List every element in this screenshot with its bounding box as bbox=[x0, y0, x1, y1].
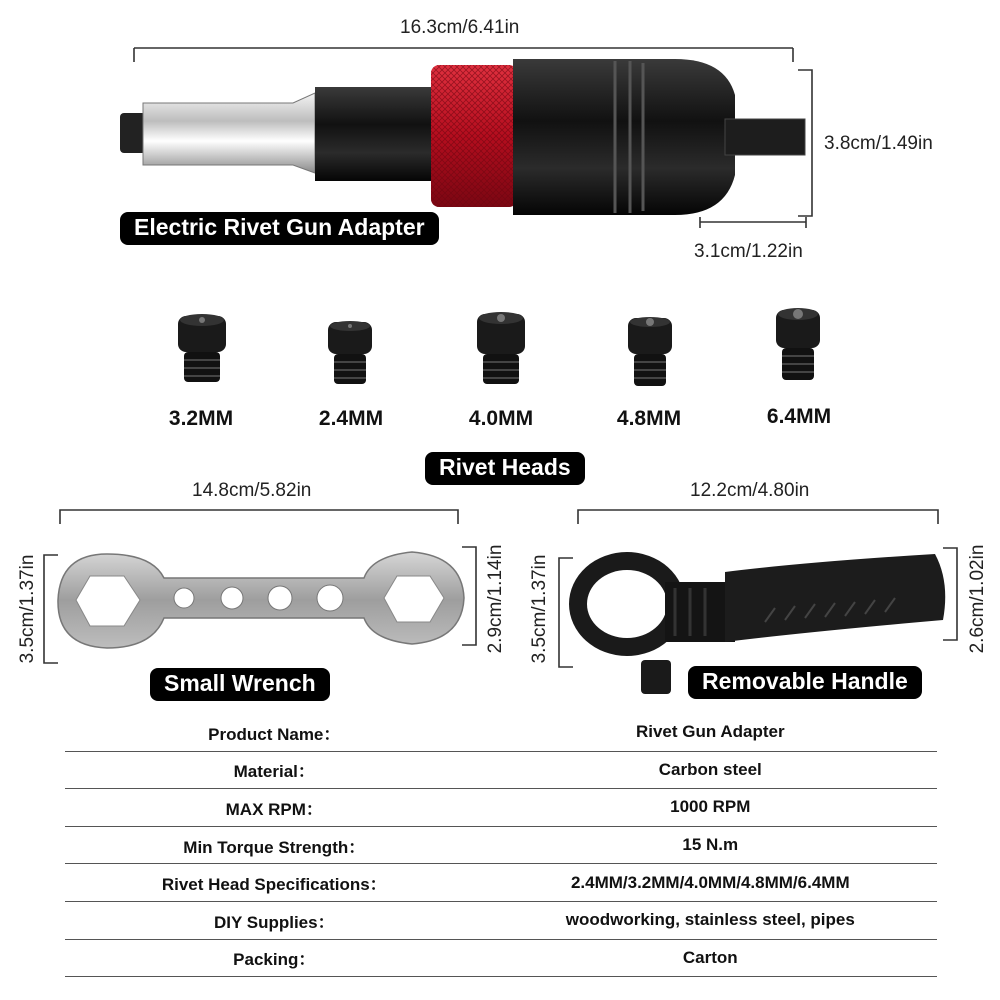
rivet-head-3.2mm-image bbox=[174, 310, 230, 390]
table-row bbox=[65, 939, 937, 977]
table-row bbox=[65, 864, 937, 902]
adapter-tip-width-text: 3.1cm/1.22in bbox=[694, 241, 803, 262]
table-row bbox=[65, 901, 937, 939]
spec-key: Material： bbox=[65, 751, 484, 789]
specifications-table bbox=[65, 714, 937, 977]
rivet-head-4.8mm-image bbox=[624, 312, 676, 392]
adapter-length-text: 16.3cm/6.41in bbox=[400, 17, 520, 38]
rivet-head-size-label: 4.8MM bbox=[616, 407, 682, 430]
rivet-heads-title: Rivet Heads bbox=[425, 452, 585, 485]
spec-key: MAX RPM： bbox=[65, 789, 484, 827]
spec-value: Carton bbox=[484, 939, 937, 977]
spec-key: Product Name： bbox=[65, 714, 484, 751]
rivet-head-2.4mm-image bbox=[324, 318, 376, 388]
handle-height-right-text: 2.6cm/1.02in bbox=[967, 544, 988, 654]
spec-key: Rivet Head Specifications： bbox=[65, 864, 484, 902]
rivet-head-size-label: 6.4MM bbox=[766, 405, 832, 428]
adapter-height-text: 3.8cm/1.49in bbox=[824, 133, 933, 154]
handle-height-left-text: 3.5cm/1.37in bbox=[529, 554, 550, 664]
spec-value: woodworking, stainless steel, pipes bbox=[484, 901, 937, 939]
spec-value: 2.4MM/3.2MM/4.0MM/4.8MM/6.4MM bbox=[484, 864, 937, 902]
rivet-head-size-label: 3.2MM bbox=[168, 407, 234, 430]
table-row bbox=[65, 714, 937, 751]
spec-key: Min Torque Strength： bbox=[65, 826, 484, 864]
rivet-gun-adapter-image bbox=[115, 55, 815, 225]
wrench-length-text: 14.8cm/5.82in bbox=[192, 480, 312, 501]
adapter-label: Electric Rivet Gun Adapter bbox=[120, 212, 439, 245]
spec-value: 15 N.m bbox=[484, 826, 937, 864]
spec-value: 1000 RPM bbox=[484, 789, 937, 827]
rivet-head-size-label: 4.0MM bbox=[468, 407, 534, 430]
wrench-height-left-text: 3.5cm/1.37in bbox=[17, 554, 38, 664]
handle-length-text: 12.2cm/4.80in bbox=[690, 480, 810, 501]
rivet-head-4.0mm-image bbox=[473, 308, 529, 388]
small-wrench-image bbox=[52, 548, 472, 668]
spec-key: Packing： bbox=[65, 939, 484, 977]
spec-value: Carbon steel bbox=[484, 751, 937, 789]
rivet-head-size-label: 2.4MM bbox=[318, 407, 384, 430]
table-row bbox=[65, 826, 937, 864]
table-row bbox=[65, 789, 937, 827]
spec-key: DIY Supplies： bbox=[65, 901, 484, 939]
wrench-height-right-text: 2.9cm/1.14in bbox=[485, 544, 506, 654]
table-row bbox=[65, 751, 937, 789]
handle-label: Removable Handle bbox=[688, 666, 922, 699]
spec-value: Rivet Gun Adapter bbox=[484, 714, 937, 751]
wrench-label: Small Wrench bbox=[150, 668, 330, 701]
rivet-head-6.4mm-image bbox=[772, 304, 824, 384]
